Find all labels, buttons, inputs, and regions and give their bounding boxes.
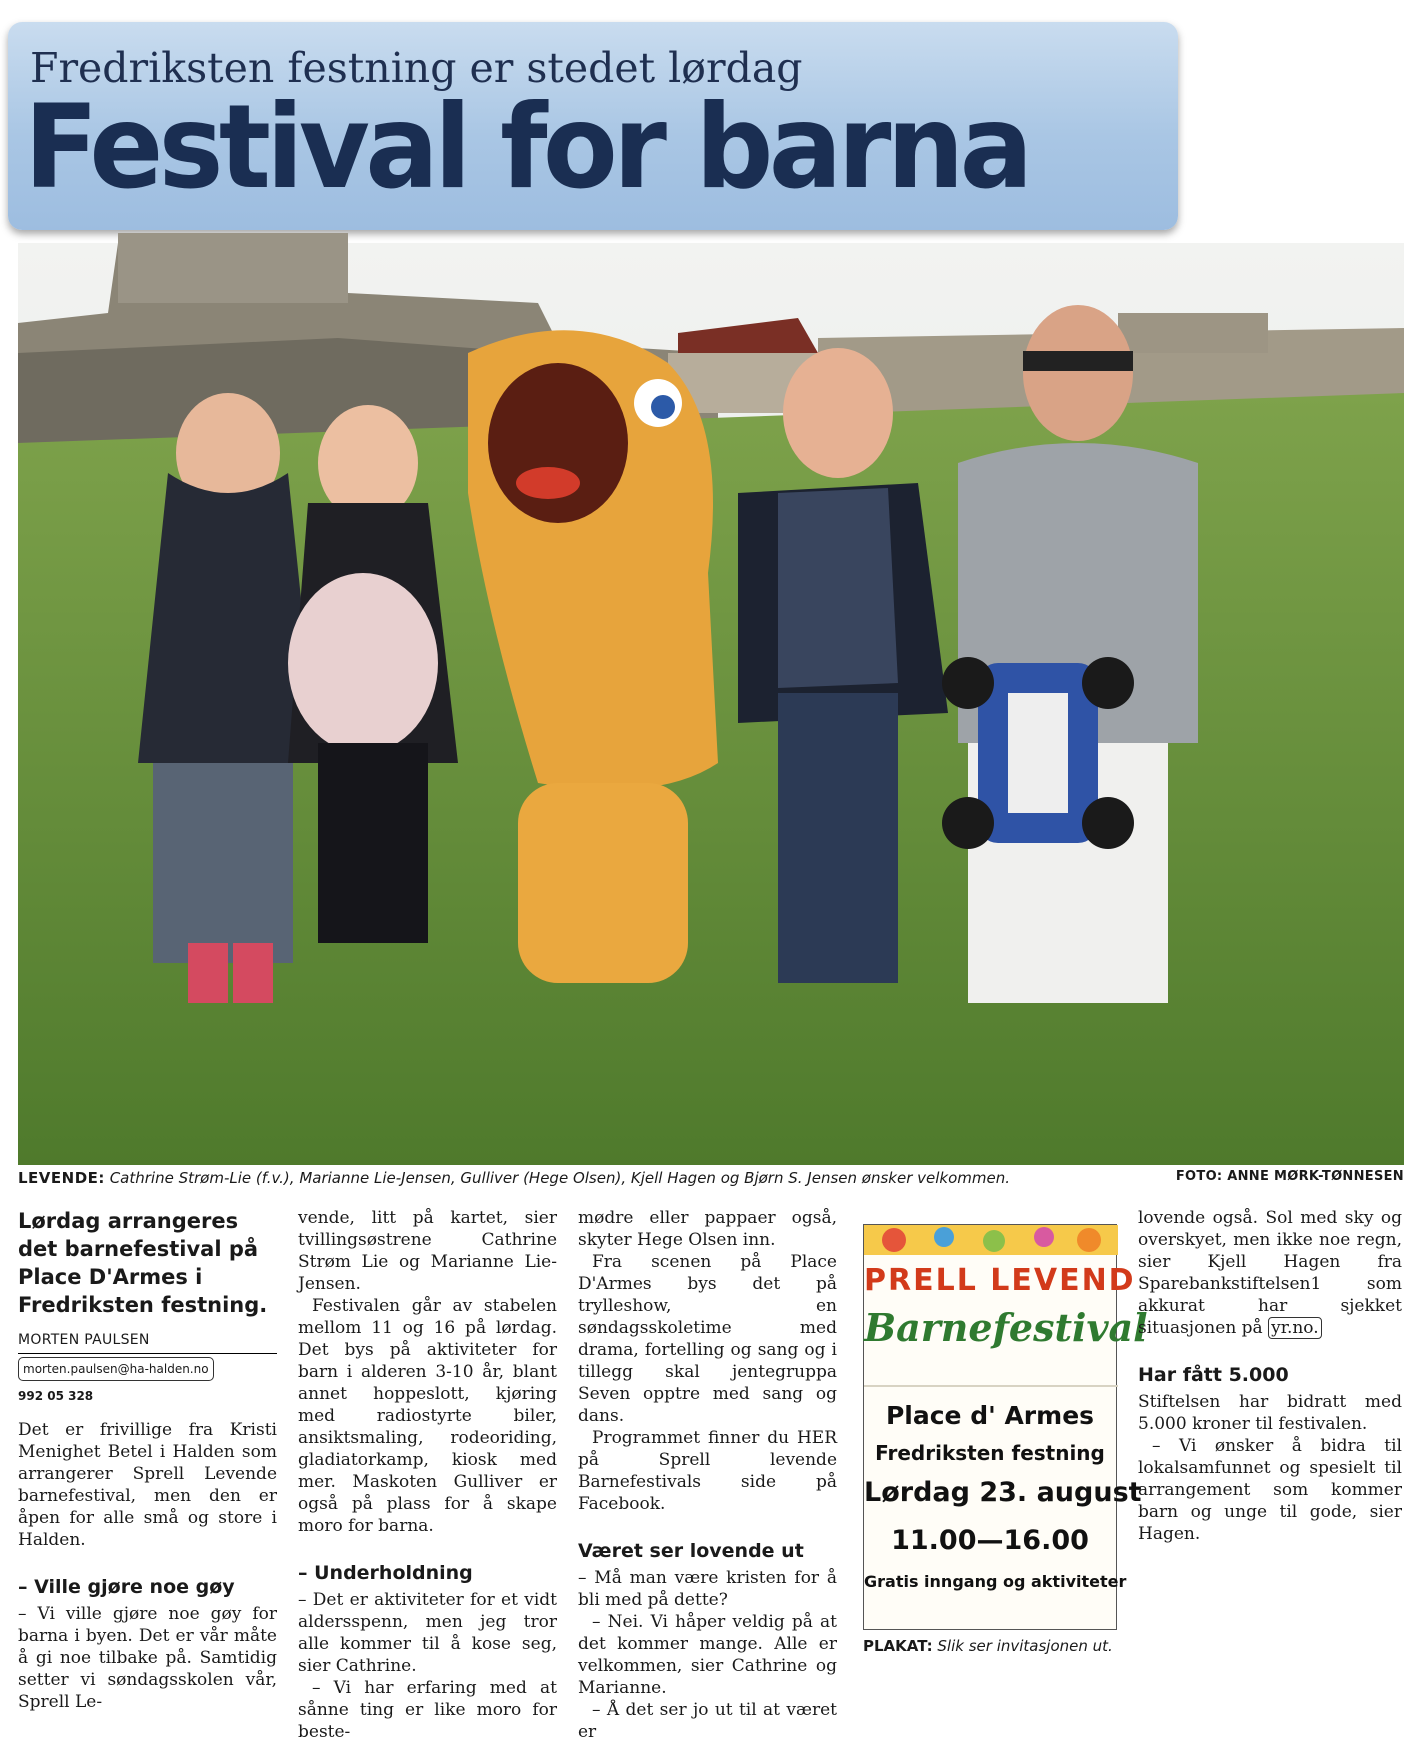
photo-caption (18, 1169, 1404, 1195)
paragraph (1138, 1207, 1402, 1339)
poster-caption (863, 1636, 1123, 1657)
column-1 (18, 1207, 277, 1713)
poster-caption-label: PLAKAT: (863, 1637, 933, 1655)
festival-poster (863, 1224, 1148, 1630)
poster-barnefestival: Barnefestival (864, 1305, 1148, 1350)
column-5 (1138, 1207, 1402, 1545)
poster-sprell: PRELL LEVEND (864, 1263, 1136, 1298)
column-2 (298, 1207, 557, 1743)
paragraph: – Vi ville gjøre noe gøy for barna i byen. Det er vår måte å gi noe tilbake på. Samtidig setter vi søndagsskolen vår, Sprell Le- (18, 1604, 277, 1712)
poster-fredriksten: Fredriksten festning (875, 1441, 1105, 1465)
subheading: – Ville gjøre noe gøy (18, 1576, 235, 1598)
kicker: Fredriksten festning er stedet lørdag (30, 44, 803, 92)
paragraph: – Må man være kristen for å bli med på dette? (578, 1568, 837, 1610)
poster-date: Lørdag 23. august (864, 1477, 1142, 1508)
headline: Festival for barna (24, 80, 1029, 215)
headline-box (8, 22, 1178, 230)
paragraph: mødre eller pappaer også, skyter Hege Olsen inn. (578, 1208, 837, 1250)
paragraph: Festivalen går av stabelen mellom 11 og 16 på lørdag. Det bys på aktiviteter for barn i alderen 3-10 år, blant annet hoppeslott, kjøring med radiostyrte biler, ansiktsmaling, rodeoriding, gladiatorkamp, kiosk med mer. Maskoten Gulliver er også på plass for å skape moro for barna. (298, 1296, 557, 1536)
paragraph-text: lovende også. Sol med sky og overskyet, men ikke noe regn, sier Kjell Hagen fra Sparebankstiftelsen1 som akkurat har sjekket situasjonen på (1138, 1208, 1402, 1338)
paragraph: Fra scenen på Place D'Armes bys det på trylleshow, en søndagsskoletime med drama, fortelling og sang og i tillegg skal jentegruppa Seven opptre med sang og dans. (578, 1252, 837, 1426)
caption-text: Cathrine Strøm-Lie (f.v.), Marianne Lie-Jensen, Gulliver (Hege Olsen), Kjell Hagen og Bjørn S. Jensen ønsker velkommen. (104, 1169, 1010, 1187)
poster-place: Place d' Armes (885, 1401, 1095, 1430)
poster-gratis: Gratis inngang og aktiviteter (864, 1572, 1127, 1591)
paragraph: – Vi ønsker å bidra til lokalsamfunnet og spesielt til arrangement som kommer barn og unge til gode, sier Hagen. (1138, 1436, 1402, 1544)
author-phone: 992 05 328 (18, 1389, 94, 1403)
subheading: Har fått 5.000 (1138, 1364, 1289, 1386)
author-email[interactable]: morten.paulsen@ha-halden.no (18, 1357, 214, 1381)
poster-time: 11.00—16.00 (891, 1525, 1089, 1556)
article-lead: Lørdag arrangeres det barnefestival på Place D'Armes i Fredriksten festning. (18, 1209, 268, 1317)
paragraph: – Det er aktiviteter for et vidt aldersspenn, men jeg tror alle kommer til å kose seg, sier Cathrine. (298, 1590, 557, 1676)
column-3 (578, 1207, 837, 1743)
caption-label: LEVENDE: (18, 1169, 105, 1187)
author-byline: MORTEN PAULSEN (18, 1329, 277, 1354)
photo-illustration (18, 243, 1404, 1165)
main-photo (18, 243, 1404, 1165)
subheading: – Underholdning (298, 1562, 473, 1584)
paragraph: – Å det ser jo ut til at været er (578, 1700, 837, 1742)
paragraph: – Vi har erfaring med at sånne ting er like moro for beste- (298, 1678, 557, 1742)
poster-caption-text: Slik ser invitasjonen ut. (932, 1637, 1113, 1655)
paragraph: vende, litt på kartet, sier tvillingsøstrene Cathrine Strøm Lie og Marianne Lie-Jensen. (298, 1208, 557, 1294)
paragraph: Programmet finner du HER på Sprell levende Barnefestivals side på Facebook. (578, 1428, 837, 1514)
paragraph: – Nei. Vi håper veldig på at det kommer mange. Alle er velkommen, sier Cathrine og Marianne. (578, 1612, 837, 1698)
paragraph: Stiftelsen har bidratt med 5.000 kroner til festivalen. (1138, 1392, 1402, 1434)
yr-link[interactable]: yr.no. (1268, 1317, 1322, 1339)
subheading: Været ser lovende ut (578, 1540, 804, 1562)
paragraph: Det er frivillige fra Kristi Menighet Betel i Halden som arrangerer Sprell Levende barnefestival, men den er åpen for alle små og store i Halden. (18, 1420, 277, 1550)
photo-credit: FOTO: ANNE MØRK-TØNNESEN (1175, 1169, 1404, 1184)
